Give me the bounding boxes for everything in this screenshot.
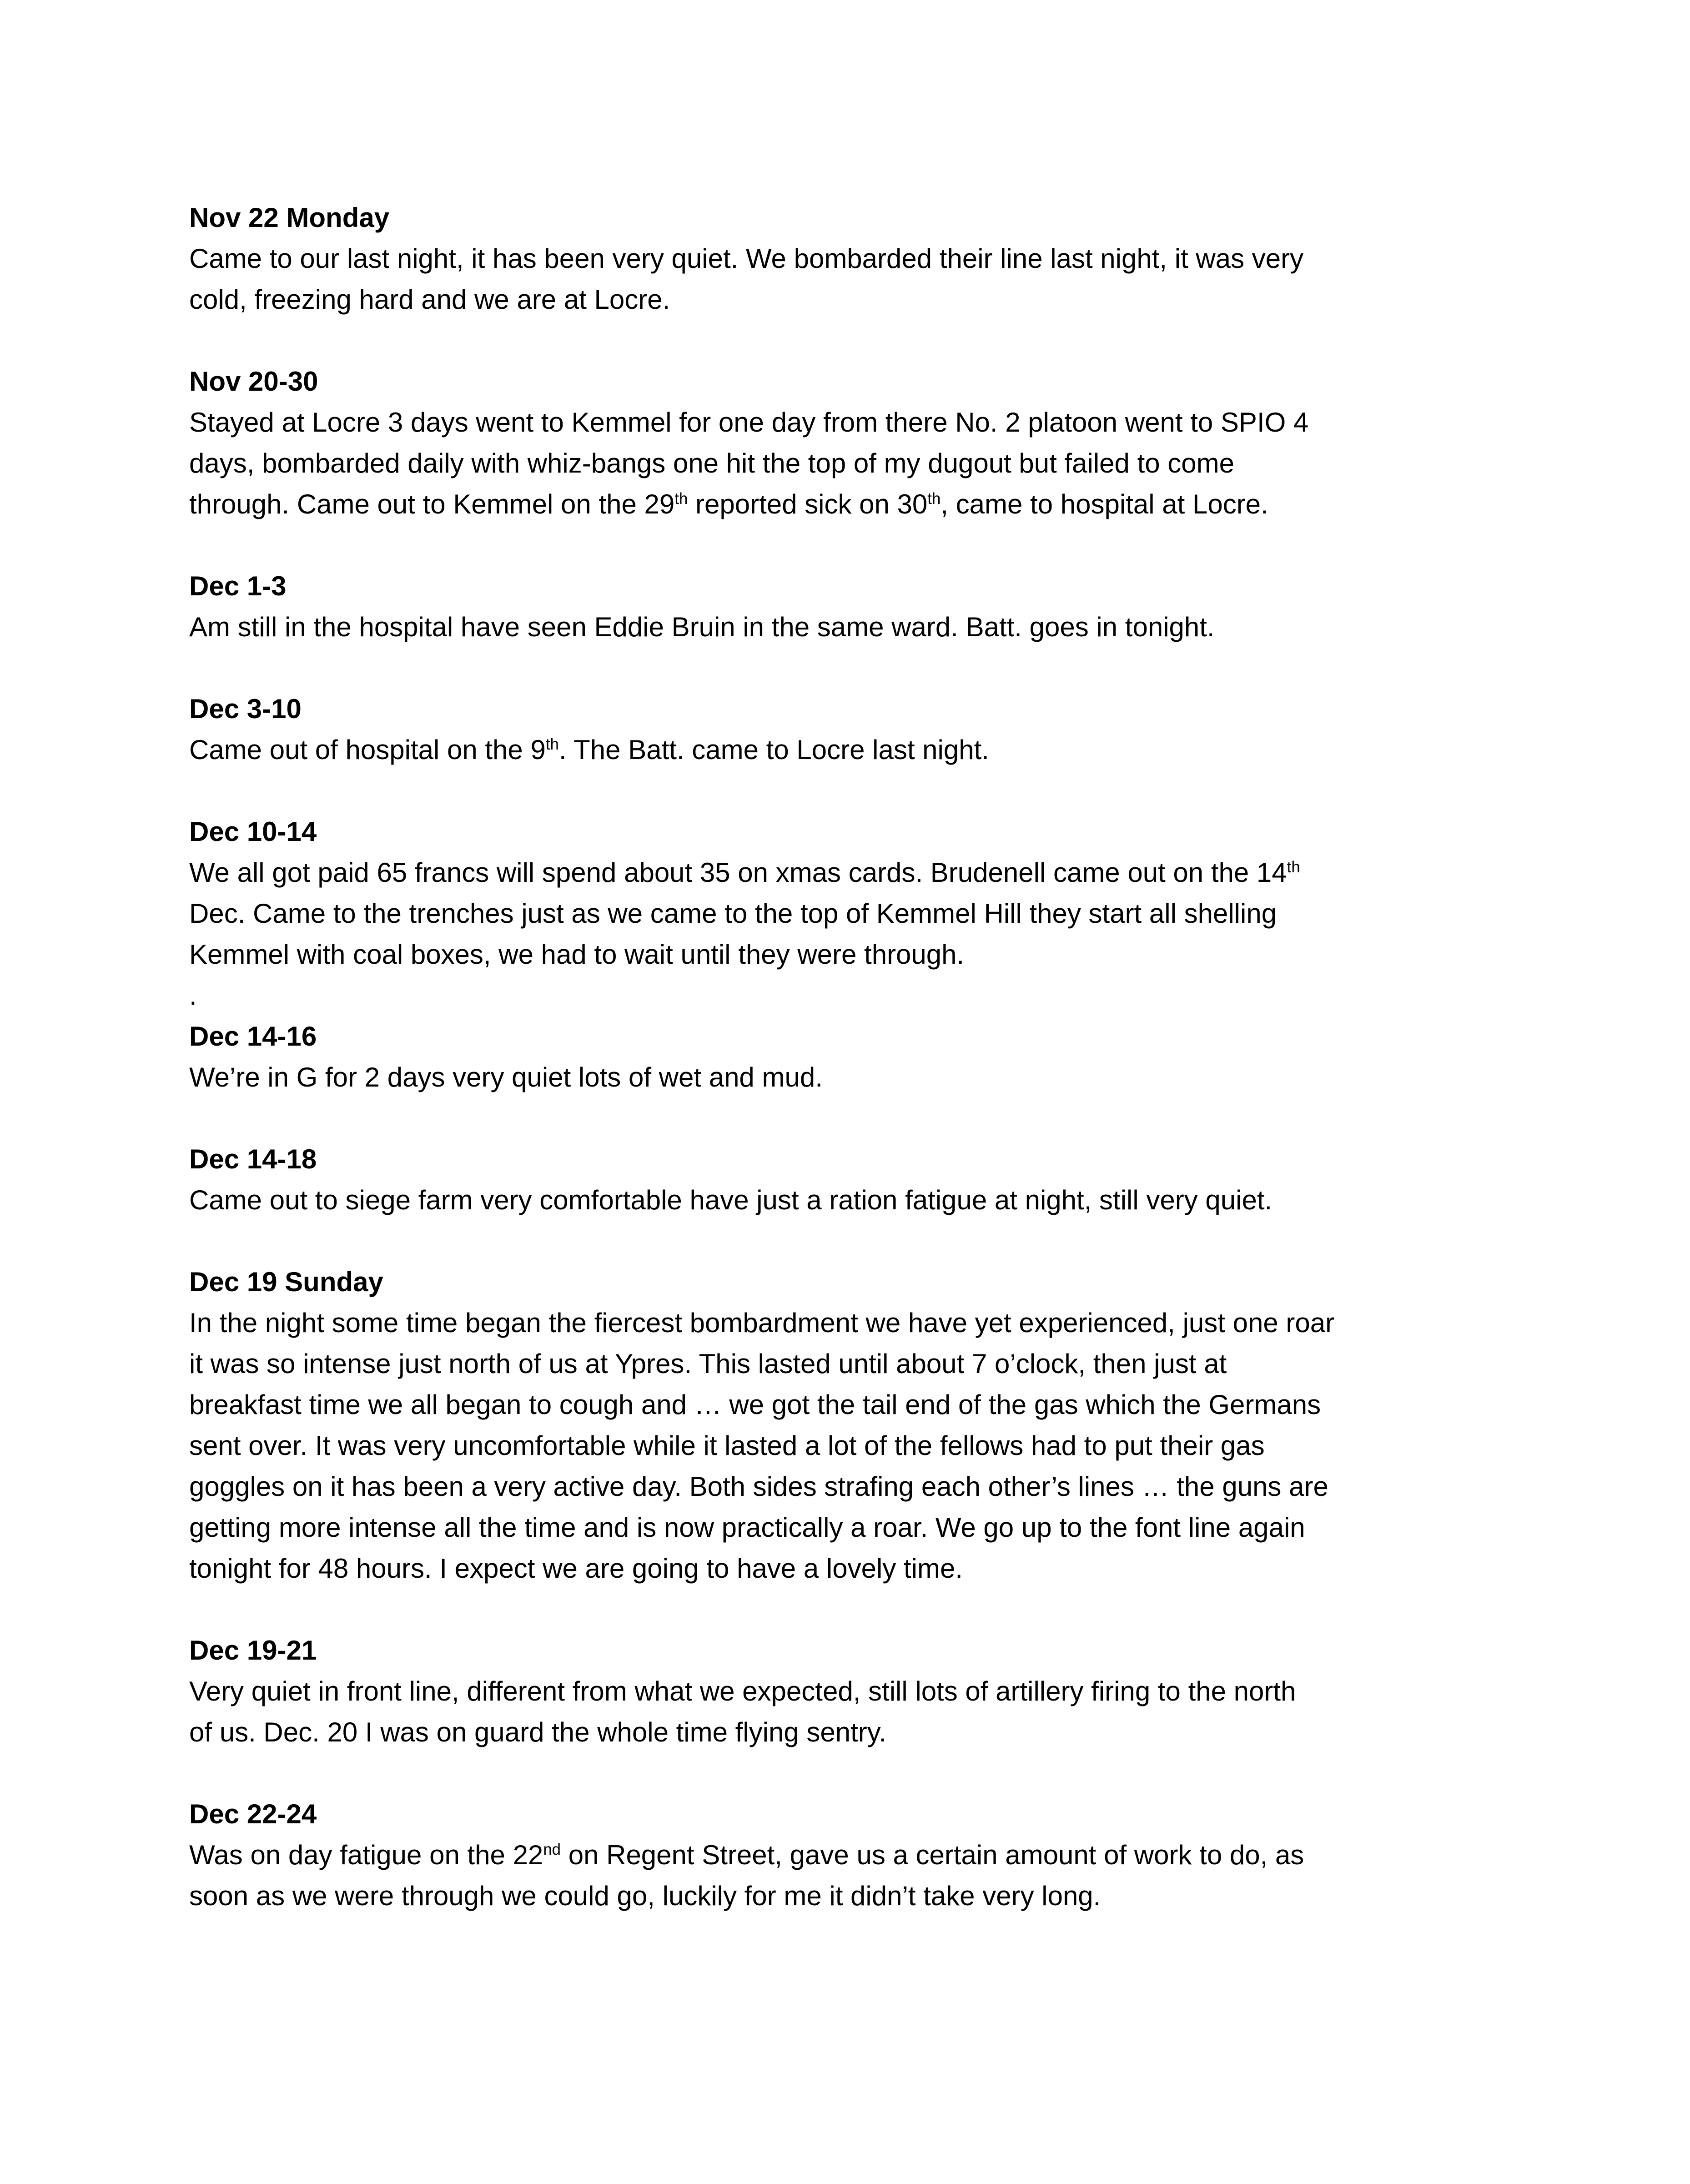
text-segment: days, bombarded daily with whiz-bangs one hit the top of my dugout but failed to come bbox=[189, 448, 1235, 478]
paragraph-line bbox=[189, 443, 1517, 484]
entry-heading: Dec 19-21 bbox=[189, 1635, 317, 1666]
text-segment: through. Came out to Kemmel on the 29 bbox=[189, 489, 675, 519]
text-segment: soon as we were through we could go, luckily for me it didn’t take very long. bbox=[189, 1881, 1101, 1911]
paragraph-line bbox=[189, 1671, 1517, 1712]
text-segment: Very quiet in front line, different from what we expected, still lots of artillery firing to the north bbox=[189, 1676, 1296, 1706]
blank-line bbox=[189, 1098, 1517, 1139]
entry-heading: Dec 19 Sunday bbox=[189, 1267, 383, 1297]
text-segment: In the night some time began the fiercest bombardment we have yet experienced, just one roar bbox=[189, 1308, 1335, 1338]
entry-heading: Nov 20-30 bbox=[189, 366, 318, 397]
paragraph-line bbox=[189, 1344, 1517, 1384]
text-segment: cold, freezing hard and we are at Locre. bbox=[189, 284, 670, 315]
text-segment: . The Batt. came to Locre last night. bbox=[558, 735, 989, 765]
text-segment: reported sick on 30 bbox=[688, 489, 928, 519]
text-segment: sent over. It was very uncomfortable while it lasted a lot of the fellows had to put their gas bbox=[189, 1430, 1265, 1461]
superscript-ordinal: nd bbox=[543, 1841, 561, 1858]
entry-paragraph bbox=[189, 730, 1517, 770]
blank-line bbox=[189, 648, 1517, 689]
paragraph-line bbox=[189, 730, 1517, 770]
text-segment: goggles on it has been a very active day. Both sides strafing each other’s lines … the guns are bbox=[189, 1471, 1328, 1502]
paragraph-line bbox=[189, 1384, 1517, 1425]
superscript-ordinal: th bbox=[1287, 858, 1300, 876]
blank-line bbox=[189, 1221, 1517, 1262]
text-segment: tonight for 48 hours. I expect we are going to have a lovely time. bbox=[189, 1553, 963, 1584]
text-segment: . bbox=[189, 980, 197, 1011]
superscript-ordinal: th bbox=[545, 735, 559, 753]
paragraph-line bbox=[189, 1876, 1517, 1917]
entry-paragraph bbox=[189, 1180, 1517, 1221]
text-segment: it was so intense just north of us at Ypres. This lasted until about 7 o’clock, then just at bbox=[189, 1349, 1227, 1379]
paragraph-line bbox=[189, 1507, 1517, 1548]
entry-paragraph bbox=[189, 852, 1517, 975]
text-segment: getting more intense all the time and is now practically a roar. We go up to the font line again bbox=[189, 1512, 1305, 1543]
paragraph-line bbox=[189, 402, 1517, 443]
entry-paragraph bbox=[189, 607, 1517, 648]
blank-line bbox=[189, 525, 1517, 566]
text-segment: Came out of hospital on the 9 bbox=[189, 735, 546, 765]
blank-line bbox=[189, 1589, 1517, 1630]
text-segment: Am still in the hospital have seen Eddie Bruin in the same ward. Batt. goes in tonight. bbox=[189, 612, 1215, 642]
text-segment: Stayed at Locre 3 days went to Kemmel for one day from there No. 2 platoon went to SPIO 4 bbox=[189, 407, 1309, 438]
paragraph-line bbox=[189, 1466, 1517, 1507]
paragraph-line bbox=[189, 1712, 1517, 1753]
paragraph-line bbox=[189, 484, 1517, 525]
paragraph-line bbox=[189, 238, 1517, 279]
entry-paragraph bbox=[189, 1835, 1517, 1917]
entry-paragraph bbox=[189, 402, 1517, 525]
text-segment: Was on day fatigue on the 22 bbox=[189, 1840, 543, 1870]
paragraph-line bbox=[189, 934, 1517, 975]
entry-heading: Dec 22-24 bbox=[189, 1799, 317, 1829]
text-segment: , came to hospital at Locre. bbox=[941, 489, 1268, 519]
paragraph-line bbox=[189, 1548, 1517, 1589]
blank-line bbox=[189, 1753, 1517, 1794]
superscript-ordinal: th bbox=[927, 490, 941, 508]
text-segment: We all got paid 65 francs will spend about 35 on xmas cards. Brudenell came out on the 14 bbox=[189, 857, 1287, 888]
paragraph-line bbox=[189, 893, 1517, 934]
entry-heading: Dec 14-16 bbox=[189, 1021, 317, 1052]
paragraph-line bbox=[189, 1303, 1517, 1344]
entry-paragraph bbox=[189, 1303, 1517, 1589]
document-body bbox=[189, 197, 1517, 1917]
entry-paragraph bbox=[189, 1057, 1517, 1098]
text-segment: Came to our last night, it has been very quiet. We bombarded their line last night, it was very bbox=[189, 243, 1304, 274]
paragraph-line bbox=[189, 852, 1517, 893]
paragraph-line bbox=[189, 1425, 1517, 1466]
paragraph-line bbox=[189, 1180, 1517, 1221]
entry-paragraph bbox=[189, 1671, 1517, 1753]
entry-paragraph bbox=[189, 238, 1517, 320]
entry-heading: Dec 10-14 bbox=[189, 816, 317, 847]
entry-heading: Nov 22 Monday bbox=[189, 202, 390, 233]
blank-line bbox=[189, 320, 1517, 361]
superscript-ordinal: th bbox=[674, 490, 688, 508]
paragraph-line bbox=[189, 1835, 1517, 1876]
entry-heading: Dec 14-18 bbox=[189, 1144, 317, 1174]
paragraph-line bbox=[189, 975, 1517, 1016]
text-segment: We’re in G for 2 days very quiet lots of wet and mud. bbox=[189, 1062, 823, 1092]
blank-line bbox=[189, 770, 1517, 811]
entry-heading: Dec 3-10 bbox=[189, 694, 302, 724]
paragraph-line bbox=[189, 1057, 1517, 1098]
text-segment: Dec. Came to the trenches just as we came to the top of Kemmel Hill they start all shelling bbox=[189, 898, 1277, 929]
paragraph-line bbox=[189, 279, 1517, 320]
text-segment: Kemmel with coal boxes, we had to wait until they were through. bbox=[189, 939, 965, 970]
entry-heading: Dec 1-3 bbox=[189, 571, 287, 601]
text-segment: of us. Dec. 20 I was on guard the whole time flying sentry. bbox=[189, 1717, 886, 1747]
entry-paragraph bbox=[189, 975, 1517, 1016]
text-segment: Came out to siege farm very comfortable have just a ration fatigue at night, still very quiet. bbox=[189, 1185, 1273, 1215]
text-segment: on Regent Street, gave us a certain amount of work to do, as bbox=[561, 1840, 1304, 1870]
paragraph-line bbox=[189, 607, 1517, 648]
text-segment: breakfast time we all began to cough and … we got the tail end of the gas which the Germans bbox=[189, 1389, 1321, 1420]
